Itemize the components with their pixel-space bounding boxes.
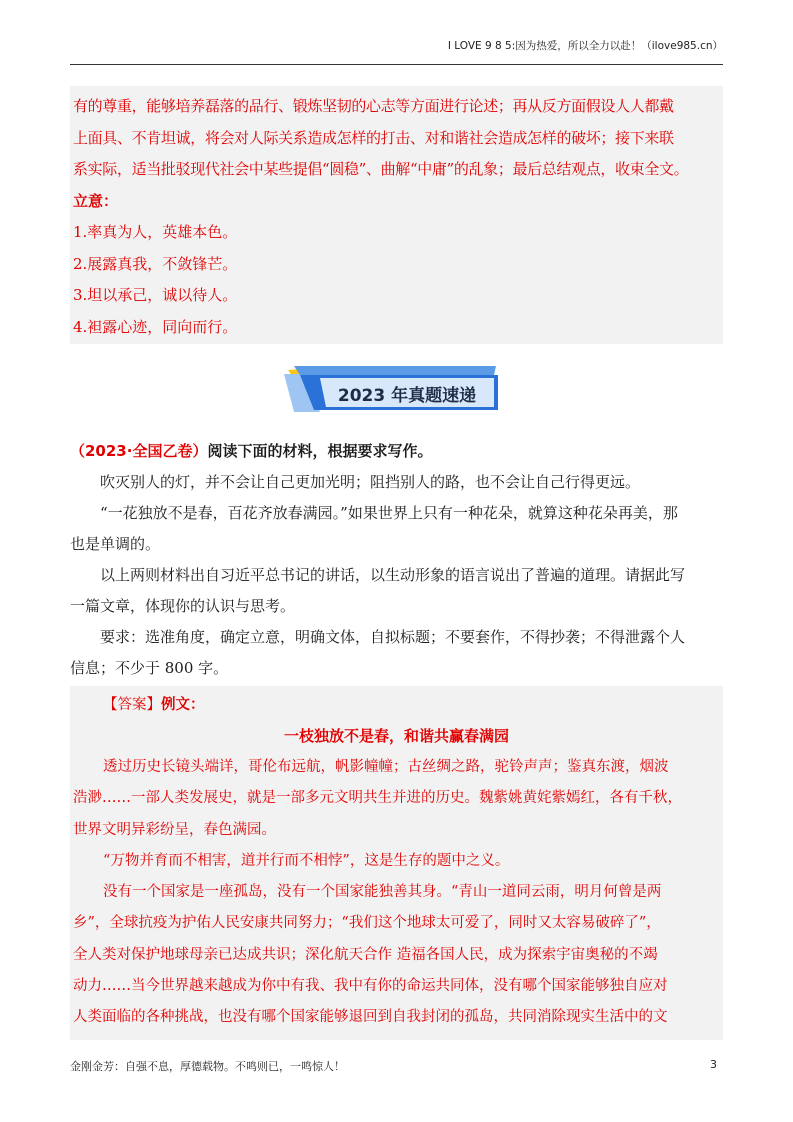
essay-title: 一枝独放不是春，和谐共赢春满园 [283,727,509,745]
idea-item: 1.率真为人，英雄本色。 [73,223,238,241]
banner-title: 2023 年真题速递 [337,386,477,406]
page-number: 3 [710,1058,717,1071]
essay-line: 人类面临的各种挑战，也没有哪个国家能够退回到自我封闭的孤岛，共同消除现实生活中的文 [73,1009,668,1026]
answer-label [73,690,720,720]
question-tag: （2023·全国乙卷） [70,442,208,460]
essay-line: 全人类对保护地球母亲已达成共识；深化航天合作 造福各国人民，成为探索宇宙奥秘的不竭 [73,946,658,963]
idea-item: 4.袒露心迹，同向而行。 [73,317,238,336]
essay-line: 没有一个国家是一座孤岛，没有一个国家能独善其身。“青山一道同云雨，明月何曾是两 [103,884,662,901]
header-rule [70,64,723,65]
page-header: I LOVE 9 8 5:因为热爱，所以全力以赴！（ilove985.cn） [447,40,723,52]
section-banner [280,360,502,415]
material-line: “一花独放不是春，百花齐放春满园。”如果世界上只有一种花朵，就算这种花朵再美，那 [100,504,678,522]
material-line: 吹灭别人的灯，并不会让自己更加光明；阻挡别人的路，也不会让自己行得更远。 [100,473,641,491]
essay-line: 透过历史长镜头端详，哥伦布远航，帆影幢幢；古丝绸之路，驼铃声声；鉴真东渡，烟波 [103,759,669,775]
question-instruction: 阅读下面的材料，根据要求写作。 [207,442,433,460]
essay-line: 乡”，全球抗疫为护佑人民安康共同努力；“我们这个地球太可爱了，同时又太容易破碎了”， [73,915,661,932]
idea-paragraph-line: 系实际，适当批驳现代社会中某些提倡“圆稳”、曲解“中庸”的乱象；最后总结观点，收束全文。 [73,160,689,178]
answer-bracket: 【答案】 [103,697,161,713]
footer-motto: 金刚金芳：自强不息，厚德载物。不鸣则已，一鸣惊人！ [70,1060,345,1073]
question-title [70,436,723,467]
answer-example-label: 例文： [161,697,205,713]
answer-box [70,686,723,1040]
essay-line: 浩渺……一部人类发展史，就是一部多元文明共生并进的历史。魏紫姚黄姹紫嫣红，各有千秋， [73,790,682,807]
idea-paragraph-line: 上面具、不肯坦诚，将会对人际关系造成怎样的打击、对和谐社会造成怎样的破坏；接下来联 [73,128,674,147]
material-line: 一篇文章，体现你的认识与思考。 [70,597,296,615]
essay-line: “万物并育而不相害，道并行而不相悖”，这是生存的题中之义。 [103,852,510,869]
material-line: 以上两则材料出自习近平总书记的讲话，以生动形象的语言说出了普遍的道理。请据此写 [100,566,686,584]
idea-heading: 立意： [73,191,119,210]
essay-line: 动力……当今世界越来越成为你中有我、我中有你的命运共同体，没有哪个国家能够独自应对 [73,978,668,995]
material-line: 也是单调的。 [70,535,161,553]
idea-item: 3.坦以承己，诚以待人。 [73,286,238,304]
question-section [70,436,723,684]
idea-box [70,86,723,344]
idea-paragraph-line: 有的尊重，能够培养磊落的品行、锻炼坚韧的心志等方面进行论述；再从反方面假设人人都戴 [73,97,674,115]
essay-body [73,752,720,1034]
requirement-line: 要求：选准角度，确定立意，明确文体，自拟标题；不要套作，不得抄袭；不得泄露个人 [100,628,686,646]
idea-item: 2.展露真我，不敛锋芒。 [73,254,238,273]
requirement-line: 信息；不少于 800 字。 [70,659,229,677]
essay-line: 世界文明异彩纷呈，春色满园。 [73,821,276,838]
